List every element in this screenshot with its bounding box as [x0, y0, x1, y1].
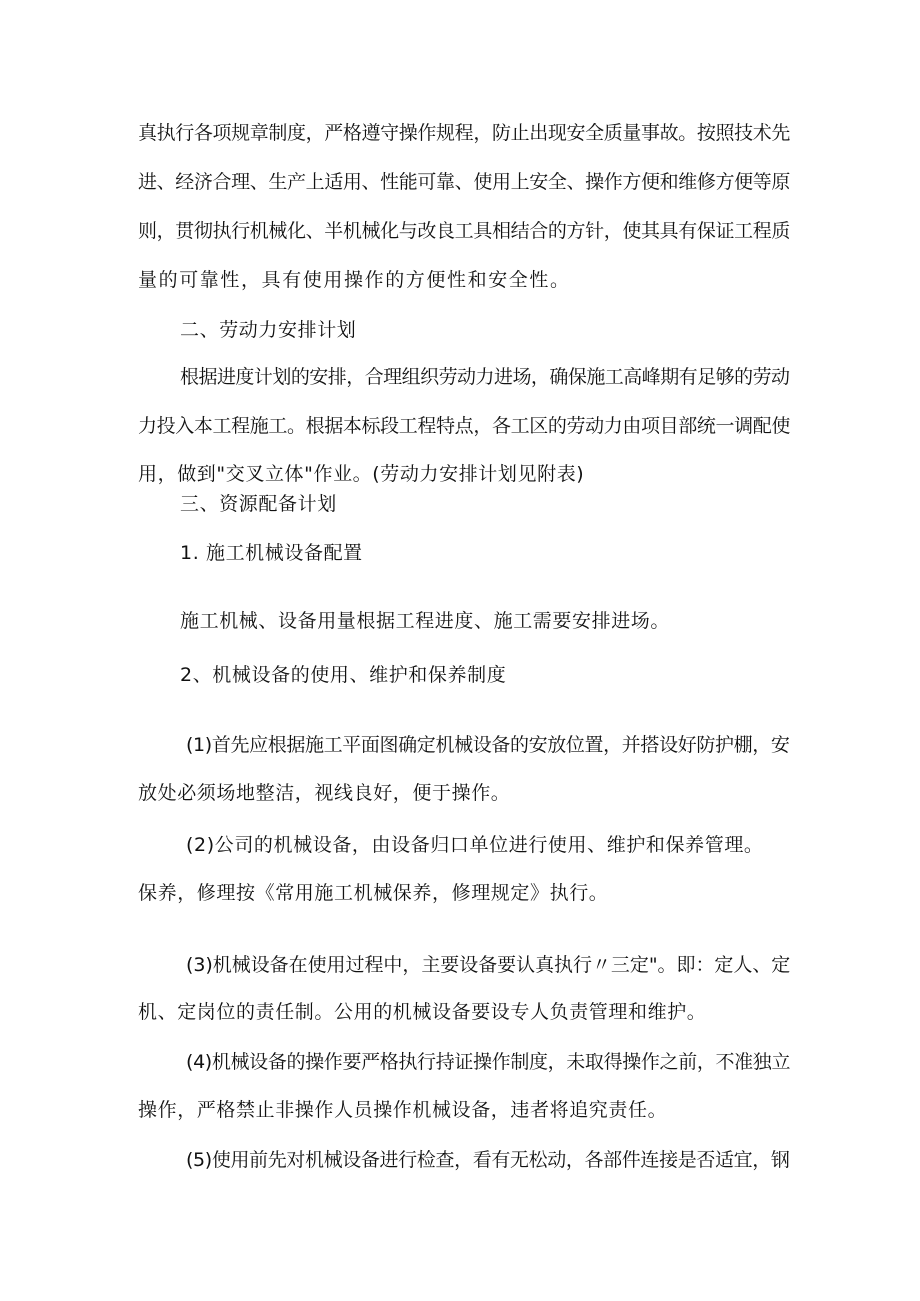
list-item-5: (5)使用前先对机械设备进行检查，看有无松动，各部件连接是否适宜，钢 — [186, 1149, 790, 1171]
section-heading-labor: 二、劳动力安排计划 — [180, 319, 357, 341]
text-line: 操作，严格禁止非操作人员操作机械设备，违者将追究责任。 — [138, 1099, 668, 1121]
text-line: 根据进度计划的安排，合理组织劳动力进场，确保施工高峰期有足够的劳动 — [180, 366, 790, 388]
subheading-maintenance-system: 2、机械设备的使用、维护和保养制度 — [180, 664, 507, 686]
text-line: 机、定岗位的责任制。公用的机械设备要设专人负责管理和维护。 — [138, 1001, 707, 1023]
text-line: 量的可靠性，具有使用操作的方便性和安全性。 — [138, 269, 571, 291]
text-line: (3)机械设备在使用过程中，主要设备要认真执行〃三定"。即：定人、定 — [186, 954, 791, 976]
subheading-equipment-config: 1. 施工机械设备配置 — [180, 542, 363, 564]
text-line: 则，贯彻执行机械化、半机械化与改良工具相结合的方针，使其具有保证工程质 — [138, 220, 791, 242]
text-line: 真执行各项规章制度，严格遵守操作规程，防止出现安全质量事故。按照技术先 — [138, 122, 791, 144]
section-heading-resources: 三、资源配备计划 — [180, 493, 337, 515]
text-line: 进、经济合理、生产上适用、性能可靠、使用上安全、操作方便和维修方便等原 — [138, 171, 791, 193]
list-item-2: (2)公司的机械设备，由设备归口单位进行使用、维护和保养管理。 — [186, 834, 764, 856]
paragraph-repair-rules: 保养，修理按《常用施工机械保养，修理规定》执行。 — [138, 882, 609, 904]
text-line: (4)机械设备的操作要严格执行持证操作制度，未取得操作之前，不准独立 — [186, 1051, 791, 1073]
paragraph-equipment-usage: 施工机械、设备用量根据工程进度、施工需要安排进场。 — [180, 610, 671, 632]
text-line: 放处必须场地整洁，视线良好，便于操作。 — [138, 782, 511, 804]
text-line: (1)首先应根据施工平面图确定机械设备的安放位置，并搭设好防护棚，安 — [186, 734, 790, 756]
text-line: 用，做到"交叉立体"作业。(劳动力安排计划见附表) — [138, 463, 585, 485]
text-line: 力投入本工程施工。根据本标段工程特点，各工区的劳动力由项目部统一调配使 — [138, 415, 791, 437]
